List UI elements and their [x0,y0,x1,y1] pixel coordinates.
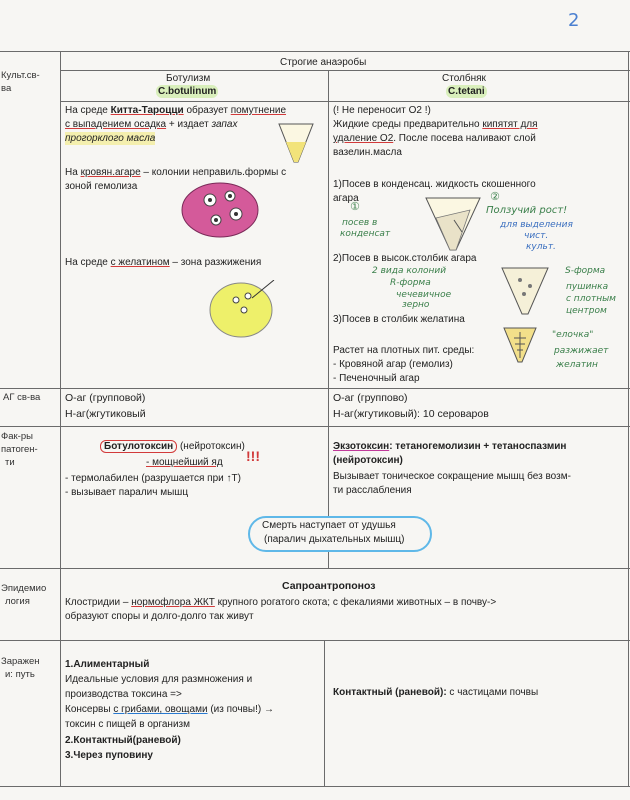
text: Экзотоксин [333,441,390,452]
blood-agar-line-1 [65,166,286,179]
test-tube-drawing [276,120,316,166]
side-label-cult: Культ.св- [1,70,40,81]
species-divider [60,101,630,102]
text: запах [211,119,238,130]
text: (нейротоксин) [177,441,245,452]
kitt-tarozzi-line-1 [65,104,286,117]
tetani-effect-1: Вызывает тоническое сокращение мышц без возм- [333,471,571,482]
header-divider [60,70,630,71]
botulinum-o-antigen: О-аг (групповой) [65,392,146,404]
side-label-pathogen-3: ти [5,457,15,468]
epid-title: Сапроантропоноз [282,580,376,592]
handnote-2d: культ. [526,242,556,252]
text: кипятят для [482,119,538,130]
side-label-ag: АГ св-ва [3,392,41,403]
death-cause-line-1: Смерть наступает от удушья [262,520,396,531]
text: На среде [65,105,111,116]
tetani-line-3 [333,132,536,145]
text: . После посева наливают слой [393,133,536,144]
handnote-marker-2: ② [490,190,500,203]
table-title: Строгие анаэробы [280,57,367,68]
handnote-5b: пушинка [566,282,609,292]
route-alimentary-desc-1: Идеальные условия для размножения и [65,674,253,685]
text: + издает [166,119,212,130]
exclamation-marks: !!! [246,448,260,464]
text: кровян.агаре [80,167,141,178]
tetani-line-2 [333,118,538,131]
text: помутнение [230,105,287,116]
slant-tube-drawing [424,192,482,252]
handnote-5c: с плотным [566,294,616,304]
route-alimentary-desc-4: токсин с пищей в организм [65,719,190,730]
tetani-line-4: вазелин.масла [333,147,402,158]
exotoxin-line [333,440,566,453]
text: с желатином [110,257,170,268]
text: – зона разжижения [169,257,262,268]
blood-agar-line-2: зоной гемолиза [65,181,138,192]
right-border [628,51,629,786]
tetani-h-antigen: Н-аг(жгутиковый): 10 сероваров [333,408,489,420]
text: Ботулотоксин [100,440,177,453]
route-alimentary-desc-3 [65,703,274,716]
text: – колонии неправиль.формы с [140,167,287,178]
epid-line-1 [65,596,496,609]
handnote-5d: центром [566,306,607,316]
handnote-2b: для выделения [500,220,573,230]
table-top-border [0,51,630,52]
death-cause-line-2: (паралич дыхательных мышц) [264,534,405,545]
method-1-line-1: 1)Посев в конденсац. жидкость скошенного [333,179,536,190]
tetani-neurotoxin: (нейротоксин) [333,455,403,466]
tetani-route [333,686,538,699]
handnote-1a: посев в [342,218,378,228]
text: крупного рогатого скота; с фекалиями животных – в почву-> [214,597,497,608]
high-agar-tube-drawing [500,264,550,316]
text: Жидкие среды предварительно [333,119,483,130]
kitt-tarozzi-line-2 [65,118,238,131]
botulism-header: Ботулизм [166,73,211,84]
infection-row-top [0,640,630,641]
text: Консервы [65,704,114,715]
botulinum-paralysis: - вызывает паралич мышц [65,487,189,498]
route-umbilical: 3.Через пуповину [65,750,153,761]
epid-line-2: образуют споры и долго-долго так живут [65,611,254,622]
text: : тетаногемолизин + тетаноспазмин [389,441,567,452]
page-number: 2 [568,10,580,31]
epid-row-top [0,568,630,569]
method-1-line-2: агара [333,193,359,204]
ag-row-top [0,388,630,389]
handnote-6b: разжижает [554,346,609,356]
gelatin-line [65,256,261,269]
handnote-4: R-форма [390,278,431,288]
side-label-epid: Эпидемио [1,583,47,594]
botulinum-thermolabile: - термолабилен (разрушается при ↑Т) [65,473,241,484]
text: с частицами почвы [446,687,539,698]
method-2: 2)Посев в высок.столбик агара [333,253,477,264]
gelatin-plate-drawing [206,280,276,340]
method-3: 3)Посев в столбик желатина [333,314,465,325]
label-column-divider [60,51,61,786]
tetani-effect-2: ти расслабления [333,485,412,496]
gelatin-tube-drawing [502,326,538,364]
text: На [65,167,81,178]
strongest-poison: - мощнейший яд [146,457,223,468]
tetani-o-antigen: О-аг (группово) [333,392,408,404]
text: Китта-Тароцци [110,105,184,116]
handnote-5: S-форма [565,266,606,276]
text: нормофлора ЖКТ [131,597,215,608]
side-label-infection-2: и: путь [5,669,35,680]
grow-media-title: Растет на плотных пит. среды: [333,345,475,356]
handnote-1b: конденсат [340,229,391,239]
species-column-divider-top [328,70,329,516]
text: удаление О2 [333,133,394,144]
route-alimentary: 1.Алиментарный [65,659,150,670]
text: Контактный (раневой): [333,687,447,698]
grow-media-liver: - Печеночный агар [333,373,420,384]
tetani-species: C.tetani [448,86,485,97]
text: с выпадением осадка [65,119,167,130]
side-label-epid-2: логия [5,596,30,607]
text: (из почвы!) → [207,704,274,715]
handnote-6c: желатин [556,360,598,370]
handnote-2c: чист. [524,231,549,241]
infection-column-divider [324,640,325,786]
route-contact: 2.Контактный(раневой) [65,735,181,746]
kitt-tarozzi-line-3: прогорклого масла [65,133,156,144]
text: Клостридии – [65,597,132,608]
handnote-marker-1: ① [350,200,360,213]
pathogen-row-top [0,426,630,427]
side-label-infection: Заражен [1,656,40,667]
handnote-4c: зерно [402,300,430,310]
botulinum-h-antigen: Н-аг(жгутиковый [65,408,146,420]
tetani-o2-note: (! Не переносит О2 !) [333,105,431,116]
route-alimentary-desc-2: производства токсина => [65,689,182,700]
text: На среде [65,257,111,268]
text: с грибами, овощами [113,704,208,715]
side-label-cult-2: ва [1,83,12,94]
handnote-4b: чечевичное [396,290,452,300]
tetanus-header: Столбняк [442,73,486,84]
text: образует [183,105,231,116]
handnote-2a: Ползучий рост! [486,205,568,216]
side-label-pathogen: Фак-ры [1,431,33,442]
blood-agar-plate-drawing [178,180,262,240]
botulinum-species: C.botulinum [158,86,217,97]
handnote-6a: "елочка" [552,330,594,340]
handnote-3: 2 вида колоний [372,266,447,276]
botulotoxin-line [100,440,245,453]
side-label-pathogen-2: патоген- [1,444,38,455]
table-bottom-border [0,786,630,787]
grow-media-blood: - Кровяной агар (гемолиз) [333,359,453,370]
